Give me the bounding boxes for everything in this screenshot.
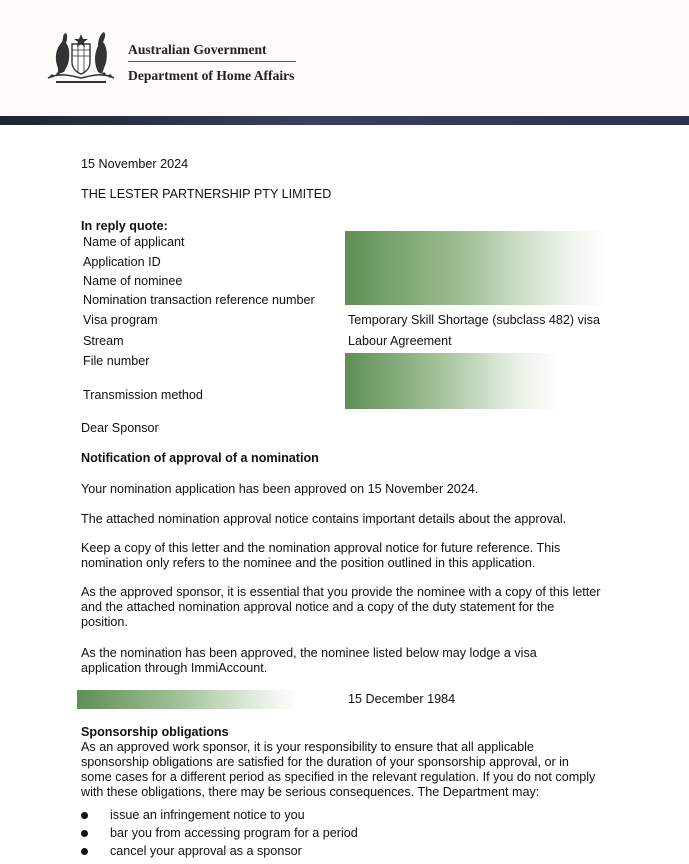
reply-quote-label: In reply quote: — [81, 219, 168, 233]
bullet-icon — [81, 848, 88, 855]
department-name: Department of Home Affairs — [128, 68, 295, 83]
field-value-visa-program: Temporary Skill Shortage (subclass 482) visa — [348, 313, 600, 327]
letter-date: 15 November 2024 — [81, 157, 189, 171]
obligations-paragraph: As an approved work sponsor, it is your responsibility to ensure that all applicable sponsorship obligations are satisfied for the duration of your sponsorship approval, or in some cases for a different period as specified in the relevant regulation. If you do not comply with these obligations, there may be serious consequences. The Department may: — [81, 740, 596, 799]
obligation-item: bar you from accessing program for a period — [110, 826, 358, 840]
redaction-block — [345, 353, 560, 409]
field-label-file-number: File number — [83, 354, 150, 368]
nominee-date-of-birth: 15 December 1984 — [348, 692, 456, 706]
body-paragraph: As the nomination has been approved, the nominee listed below may lodge a visa application through ImmiAccount. — [81, 646, 537, 675]
redaction-block — [345, 231, 607, 305]
body-paragraph: The attached nomination approval notice contains important details about the approval. — [81, 512, 567, 526]
coat-of-arms-icon — [42, 28, 120, 88]
obligation-item: cancel your approval as a sponsor — [110, 844, 302, 858]
government-name: Australian Government — [128, 42, 267, 57]
field-label-nominee: Name of nominee — [83, 274, 183, 288]
obligations-heading: Sponsorship obligations — [81, 725, 229, 739]
obligation-item: issue an infringement notice to you — [110, 808, 305, 822]
field-label-transaction-ref: Nomination transaction reference number — [83, 293, 315, 307]
field-label-application-id: Application ID — [83, 255, 161, 269]
header-divider — [128, 61, 296, 62]
body-paragraph: Your nomination application has been approved on 15 November 2024. — [81, 482, 479, 496]
header-band — [0, 116, 689, 125]
recipient-name: THE LESTER PARTNERSHIP PTY LIMITED — [81, 187, 332, 201]
field-label-transmission: Transmission method — [83, 388, 203, 402]
bullet-icon — [81, 812, 88, 819]
bullet-icon — [81, 830, 88, 837]
field-value-stream: Labour Agreement — [348, 334, 452, 348]
letter-subject: Notification of approval of a nomination — [81, 451, 319, 465]
letterhead — [0, 0, 689, 116]
field-label-applicant: Name of applicant — [83, 235, 185, 249]
body-paragraph: Keep a copy of this letter and the nomination approval notice for future reference. This nomination only refers to the nominee and the position outlined in this application. — [81, 541, 561, 570]
redaction-block — [77, 690, 297, 709]
field-label-visa-program: Visa program — [83, 313, 158, 327]
body-paragraph: As the approved sponsor, it is essential that you provide the nominee with a copy of this letter and the attached nomination approval notice and a copy of the duty statement for the position. — [81, 585, 601, 629]
salutation: Dear Sponsor — [81, 421, 159, 435]
field-label-stream: Stream — [83, 334, 124, 348]
